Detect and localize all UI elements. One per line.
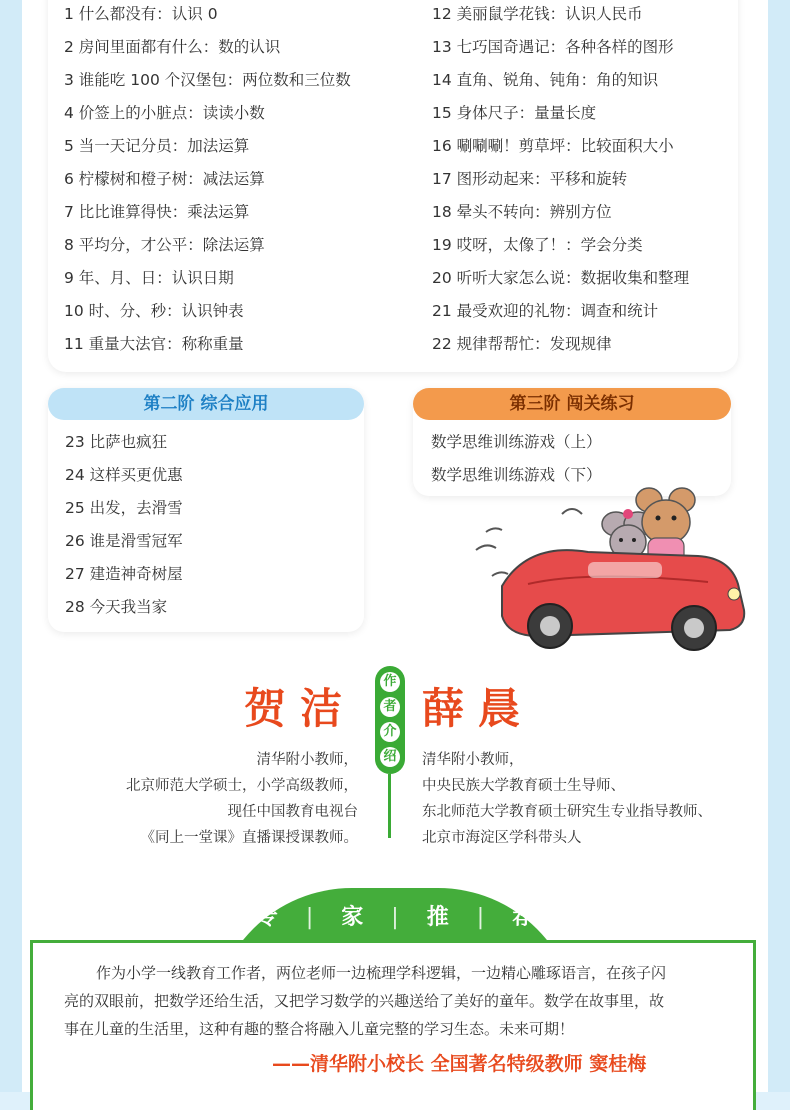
left-border-strip [0,0,22,1092]
chapter-item: 21 最受欢迎的礼物：调查和统计 [432,302,659,320]
chapter-item: 17 图形动起来：平移和旋转 [432,170,628,188]
chapter-item: 5 当一天记分员：加法运算 [64,137,250,155]
recommendation-title-char: 荐 [512,905,535,930]
stage3-header: 第三阶 闯关练习 [413,388,731,420]
chapter-item: 11 重量大法官：称称重量 [64,335,244,353]
author-intro-badge [375,666,405,774]
author-right-bio-line: 东北师范大学教育硕士研究生专业指导教师、 [422,804,712,820]
chapter-item: 4 价签上的小脏点：读读小数 [64,104,265,122]
recommendation-title [212,900,578,940]
author-left-bio-line: 《同上一堂课》直播课授课教师。 [140,830,358,846]
chapter-item: 10 时、分、秒：认识钟表 [64,302,244,320]
author-right-bio-line: 北京市海淀区学科带头人 [422,830,582,846]
recommendation-title-char: 推 [426,905,449,930]
chapter-item: 26 谁是滑雪冠军 [65,532,183,550]
recommendation-line: 亮的双眼前，把数学还给生活，又把学习数学的兴趣送给了美好的童年。数学在故事里，故 [64,992,665,1010]
chapter-item: 19 哎呀，太像了！：学会分类 [432,236,643,254]
chapter-item: 3 谁能吃 100 个汉堡包：两位数和三位数 [64,71,351,89]
stage1-catalog-card [48,0,738,372]
author-right-name: 薛晨 [422,684,535,733]
chapter-item: 7 比比谁算得快：乘法运算 [64,203,250,221]
badge-char: 介 [380,722,400,742]
recommendation-signature: ——清华附小校长 全国著名特级教师 窦桂梅 [272,1053,647,1075]
recommendation-line: 事在儿童的生活里，这种有趣的整合将融入儿童完整的学习生态。未来可期！ [64,1020,575,1038]
recommendation-title-char: 家 [341,905,364,930]
chapter-item: 数学思维训练游戏（下） [431,466,602,484]
title-separator: | [476,905,485,930]
author-left-bio-line: 北京师范大学硕士，小学高级教师， [126,778,358,794]
stage2-header: 第二阶 综合应用 [48,388,364,420]
recommendation-title-char: 专 [255,905,278,930]
chapter-item: 12 美丽鼠学花钱：认识人民币 [432,5,643,23]
stage3-card [413,388,731,496]
chapter-item: 13 七巧国奇遇记：各种各样的图形 [432,38,674,56]
author-right-bio-line: 中央民族大学教育硕士生导师、 [422,778,625,794]
chapter-item: 6 柠檬树和橙子树：减法运算 [64,170,265,188]
chapter-item: 28 今天我当家 [65,598,168,616]
badge-char: 绍 [380,747,400,767]
chapter-item: 16 唰唰唰！剪草坪：比较面积大小 [432,137,674,155]
chapter-item: 9 年、月、日：认识日期 [64,269,234,287]
chapter-item: 23 比萨也疯狂 [65,433,168,451]
author-right-bio-line: 清华附小教师， [422,752,524,768]
author-left-name: 贺洁 [244,684,357,733]
badge-char: 者 [380,697,400,717]
badge-char: 作 [380,672,400,692]
chapter-item: 1 什么都没有：认识 0 [64,5,218,23]
chapter-item: 22 规律帮帮忙：发现规律 [432,335,612,353]
recommendation-line: 作为小学一线教育工作者，两位老师一边梳理学科逻辑，一边精心雕琢语言，在孩子闪 [96,964,667,982]
author-left-bio-line: 清华附小教师， [256,752,358,768]
author-left-bio-line: 现任中国教育电视台 [227,804,358,820]
author-divider [388,774,391,838]
chapter-item: 27 建造神奇树屋 [65,565,183,583]
chapter-item: 24 这样买更优惠 [65,466,183,484]
car-mice-svg [468,486,758,662]
chapter-item: 2 房间里面都有什么：数的认识 [64,38,281,56]
mice-car-illustration [468,486,758,662]
stage2-card [48,388,364,632]
chapter-item: 8 平均分，才公平：除法运算 [64,236,265,254]
chapter-item: 25 出发，去滑雪 [65,499,183,517]
chapter-item: 15 身体尺子：量量长度 [432,104,597,122]
chapter-item: 18 晕头不转向：辨别方位 [432,203,612,221]
title-separator: | [391,905,399,930]
chapter-item: 20 听听大家怎么说：数据收集和整理 [432,269,690,287]
right-border-strip [768,0,790,1092]
title-separator: | [305,905,314,930]
chapter-item: 数学思维训练游戏（上） [431,433,602,451]
chapter-item: 14 直角、锐角、钝角：角的知识 [432,71,659,89]
